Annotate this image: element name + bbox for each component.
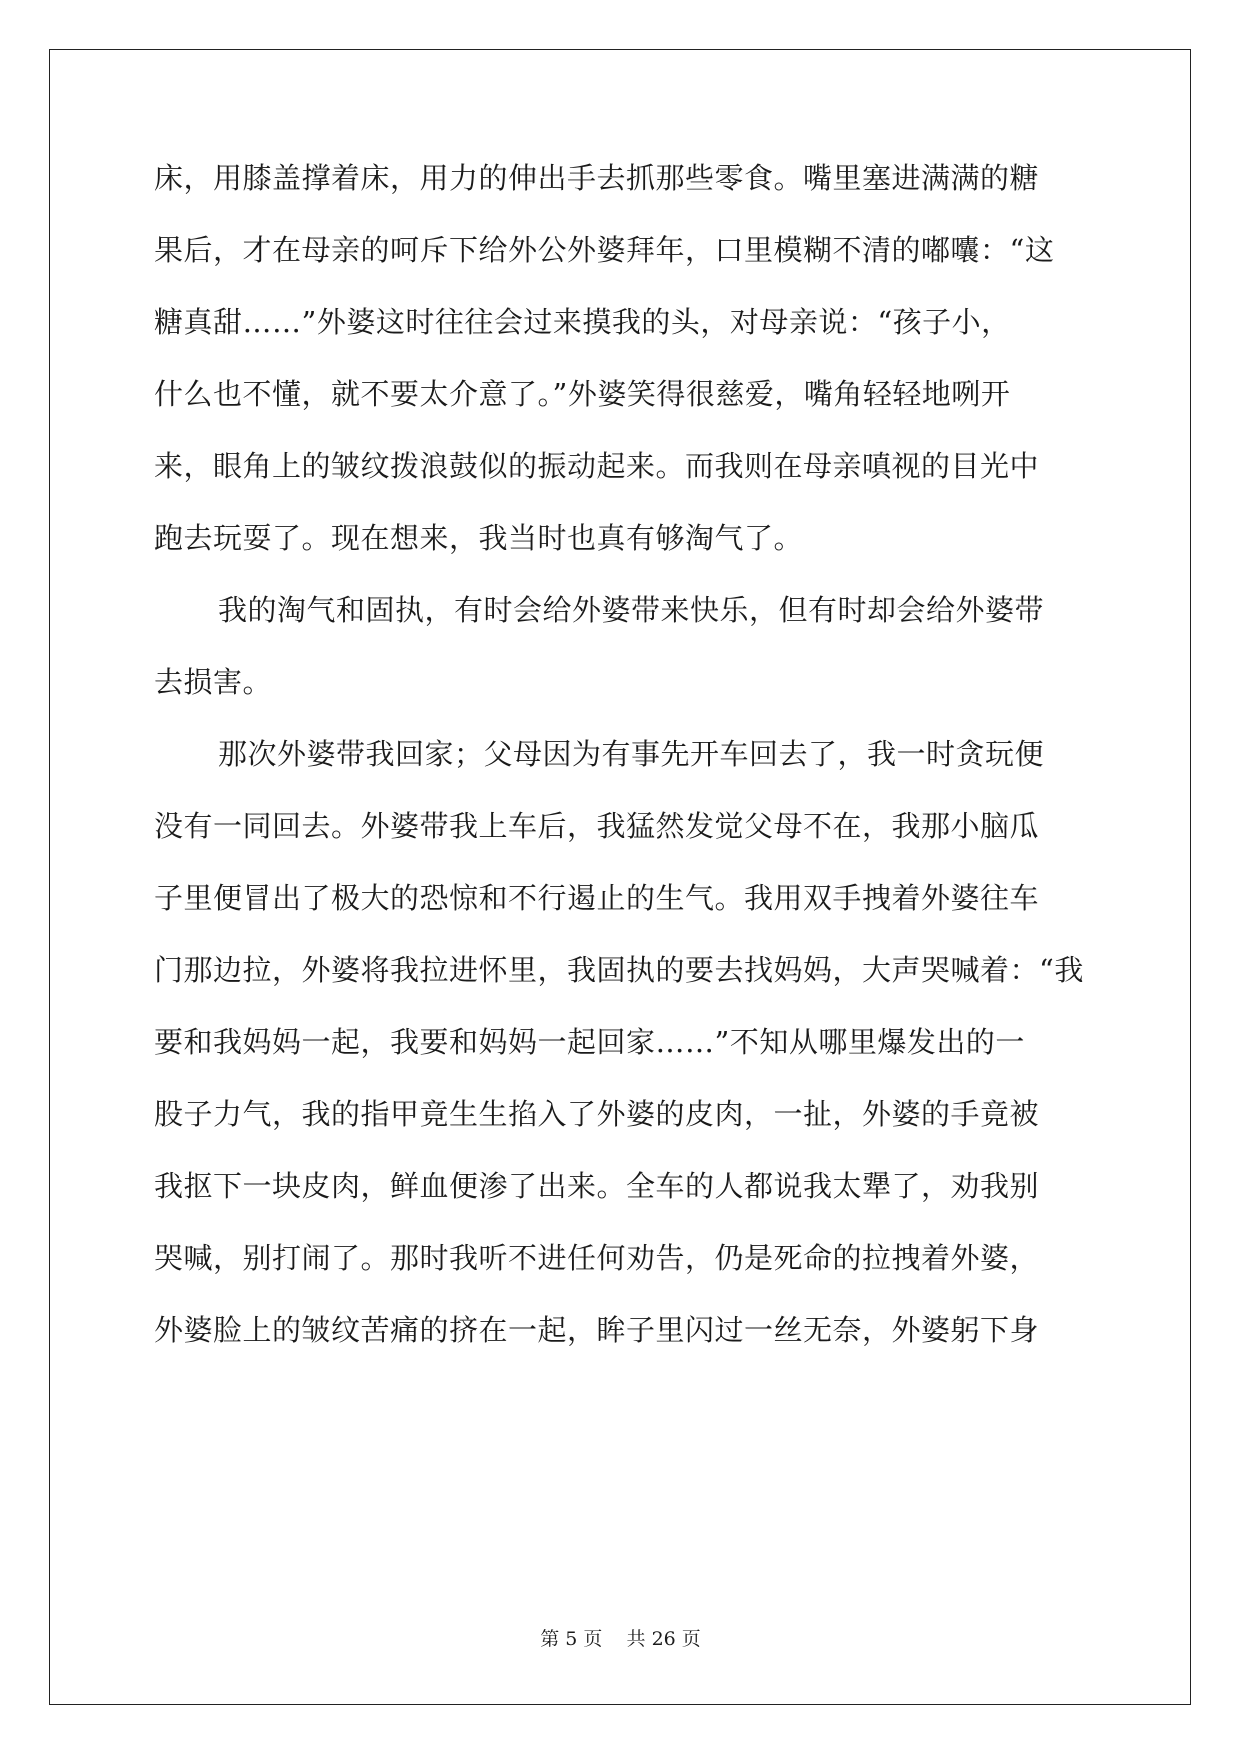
text-line: 子里便冒出了极大的恐惊和不行遏止的生气。我用双手拽着外婆往车 bbox=[154, 881, 1040, 915]
paragraph-first-line: 那次外婆带我回家；父母因为有事先开车回去了，我一时贪玩便 bbox=[218, 737, 1045, 771]
text-line: 来，眼角上的皱纹拨浪鼓似的振动起来。而我则在母亲嗔视的目光中 bbox=[154, 449, 1040, 483]
page-number-footer: 第 5 页 共 26 页 bbox=[540, 1628, 701, 1650]
text-line: 没有一同回去。外婆带我上车后，我猛然发觉父母不在，我那小脑瓜 bbox=[154, 809, 1040, 843]
text-line: 我抠下一块皮肉，鲜血便渗了出来。全车的人都说我太犟了，劝我别 bbox=[154, 1169, 1040, 1203]
text-line: 外婆脸上的皱纹苦痛的挤在一起，眸子里闪过一丝无奈，外婆躬下身 bbox=[154, 1313, 1040, 1347]
text-line: 床，用膝盖撑着床，用力的伸出手去抓那些零食。嘴里塞进满满的糖 bbox=[154, 161, 1040, 195]
text-line: 股子力气，我的指甲竟生生掐入了外婆的皮肉，一扯，外婆的手竟被 bbox=[154, 1097, 1040, 1131]
text-line: 跑去玩耍了。现在想来，我当时也真有够淘气了。 bbox=[154, 521, 804, 555]
page-border bbox=[49, 49, 1191, 1705]
text-line: 果后，才在母亲的呵斥下给外公外婆拜年，口里模糊不清的嘟囔：“这 bbox=[154, 233, 1055, 267]
text-line: 要和我妈妈一起，我要和妈妈一起回家……”不知从哪里爆发出的一 bbox=[154, 1025, 1025, 1059]
text-line: 什么也不懂，就不要太介意了。”外婆笑得很慈爱，嘴角轻轻地咧开 bbox=[154, 377, 1011, 411]
text-line: 门那边拉，外婆将我拉进怀里，我固执的要去找妈妈，大声哭喊着：“我 bbox=[154, 953, 1084, 987]
text-line: 去损害。 bbox=[154, 665, 273, 699]
text-line: 哭喊，别打闹了。那时我听不进任何劝告，仍是死命的拉拽着外婆， bbox=[154, 1241, 1040, 1275]
text-line: 糖真甜……”外婆这时往往会过来摸我的头，对母亲说：“孩子小， bbox=[154, 305, 1011, 339]
paragraph-first-line: 我的淘气和固执，有时会给外婆带来快乐，但有时却会给外婆带 bbox=[218, 593, 1045, 627]
